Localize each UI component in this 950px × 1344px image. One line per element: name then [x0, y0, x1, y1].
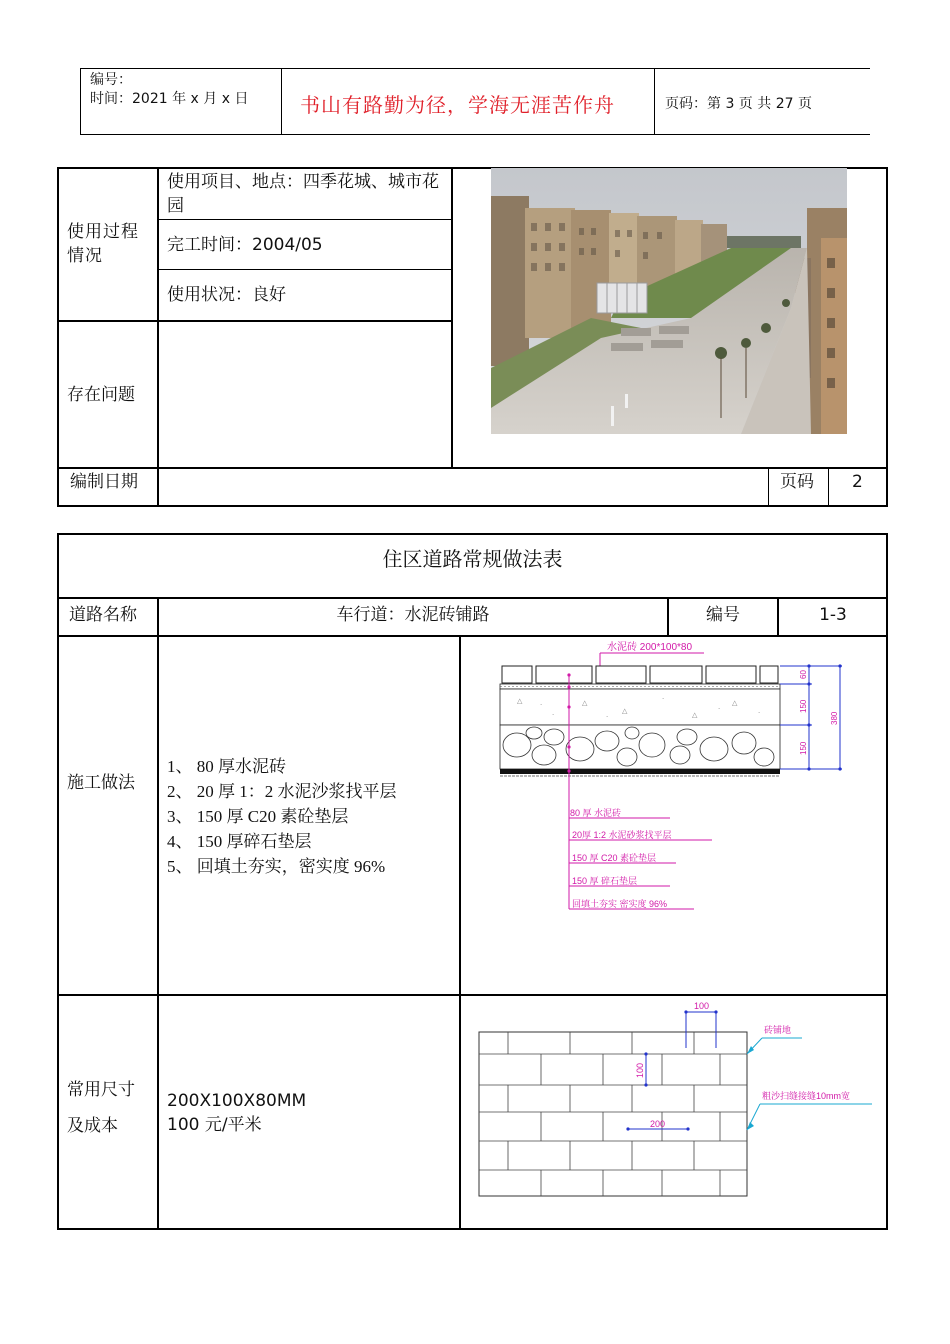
plan-label-paving: 砖铺地 [764, 1025, 792, 1035]
header-left-rule [80, 68, 81, 135]
dim-380: 380 [830, 711, 839, 725]
construction-step: 5、 回填土夯实，密实度 96% [167, 857, 386, 876]
project-label: 使用项目、地点：四季花城、城市花园 [167, 172, 439, 216]
construction-step: 4、 150 厚碎石垫层 [167, 832, 312, 851]
layer-label: 150 厚 碎石垫层 [572, 876, 638, 886]
layer-label: 20厚 1:2 水泥砂浆找平层 [572, 830, 672, 840]
usage-row-rule-1 [158, 219, 452, 220]
construction-step: 3、 150 厚 C20 素砼垫层 [167, 807, 349, 826]
header-top-rule [80, 68, 870, 69]
road-name-label: 道路名称 [69, 605, 137, 625]
dim-150b: 150 [799, 741, 808, 755]
date-label: 编制日期 [70, 472, 138, 492]
section-drawing [462, 637, 886, 993]
method-code-label: 编号 [706, 605, 740, 625]
plan-dim-100-side: 100 [635, 1062, 645, 1078]
usage-row-rule-2 [158, 269, 452, 270]
usage-footer-div-2 [828, 468, 829, 506]
svg-text:·: · [758, 709, 761, 717]
plan-label-joint: 粗沙扫缝接缝10mm宽 [762, 1091, 851, 1101]
site-photo [491, 168, 847, 434]
process-label: 使用过程情况 [67, 222, 139, 266]
plan-drawing [462, 996, 886, 1228]
header-motto: 书山有路勤为径，学海无涯苦作舟 [300, 93, 615, 117]
construction-label: 施工做法 [67, 773, 135, 793]
page-value: 2 [852, 472, 863, 492]
header-time-label: 时间：2021 年 x 月 x 日 [90, 91, 249, 107]
usage-row-rule-3 [58, 320, 452, 322]
plan-dim-100-top: 100 [694, 1001, 710, 1011]
header-div-1 [281, 68, 282, 135]
dim-60: 60 [799, 670, 808, 679]
svg-text:·: · [718, 705, 721, 713]
svg-text:△: △ [622, 707, 628, 715]
header-code-label: 编号： [90, 72, 132, 88]
plan-dim-200: 200 [650, 1119, 666, 1129]
dim-150a: 150 [799, 699, 808, 713]
size-value: 200X100X80MM [167, 1091, 307, 1111]
svg-text:△: △ [732, 699, 738, 707]
usage-mid-col-rule [451, 168, 453, 468]
road-name-value: 车行道：水泥砖铺路 [336, 605, 490, 625]
section-top-label: 水泥砖 200*100*80 [607, 642, 693, 653]
status-label: 使用状况：良好 [167, 285, 286, 305]
header-bottom-rule [80, 134, 870, 135]
usage-footer-rule [58, 467, 887, 469]
svg-text:·: · [552, 711, 555, 719]
svg-text:△: △ [517, 697, 523, 705]
layer-label: 80 厚 水泥砖 [570, 808, 622, 818]
method-code-value: 1-3 [819, 605, 847, 625]
layer-label: 150 厚 C20 素砼垫层 [572, 853, 657, 863]
usage-footer-div-1 [768, 468, 769, 506]
layer-label: 回填土夯实 密实度 96% [572, 899, 668, 909]
method-title-rule [58, 597, 887, 599]
header-div-2 [654, 68, 655, 135]
issue-label: 存在问题 [67, 385, 135, 405]
method-label-col-rule [157, 598, 159, 1229]
construction-step: 1、 80 厚水泥砖 [167, 757, 286, 776]
method-drawing-col-rule [459, 636, 461, 1229]
cost-value: 100 元/平米 [167, 1115, 262, 1135]
header-page-label: 页码：第 3 页 共 27 页 [665, 96, 812, 112]
svg-text:·: · [662, 695, 665, 703]
size-label-1: 常用尺寸 [67, 1080, 135, 1100]
method-title: 住区道路常规做法表 [382, 547, 563, 571]
construction-step: 2、 20 厚 1：2 水泥沙浆找平层 [167, 782, 397, 801]
svg-text:·: · [606, 713, 609, 721]
svg-text:△: △ [582, 699, 588, 707]
svg-text:·: · [540, 701, 543, 709]
size-label-2: 及成本 [67, 1116, 118, 1136]
svg-text:△: △ [692, 711, 698, 719]
completion-label: 完工时间：2004/05 [167, 235, 323, 255]
page-label: 页码 [780, 472, 814, 492]
